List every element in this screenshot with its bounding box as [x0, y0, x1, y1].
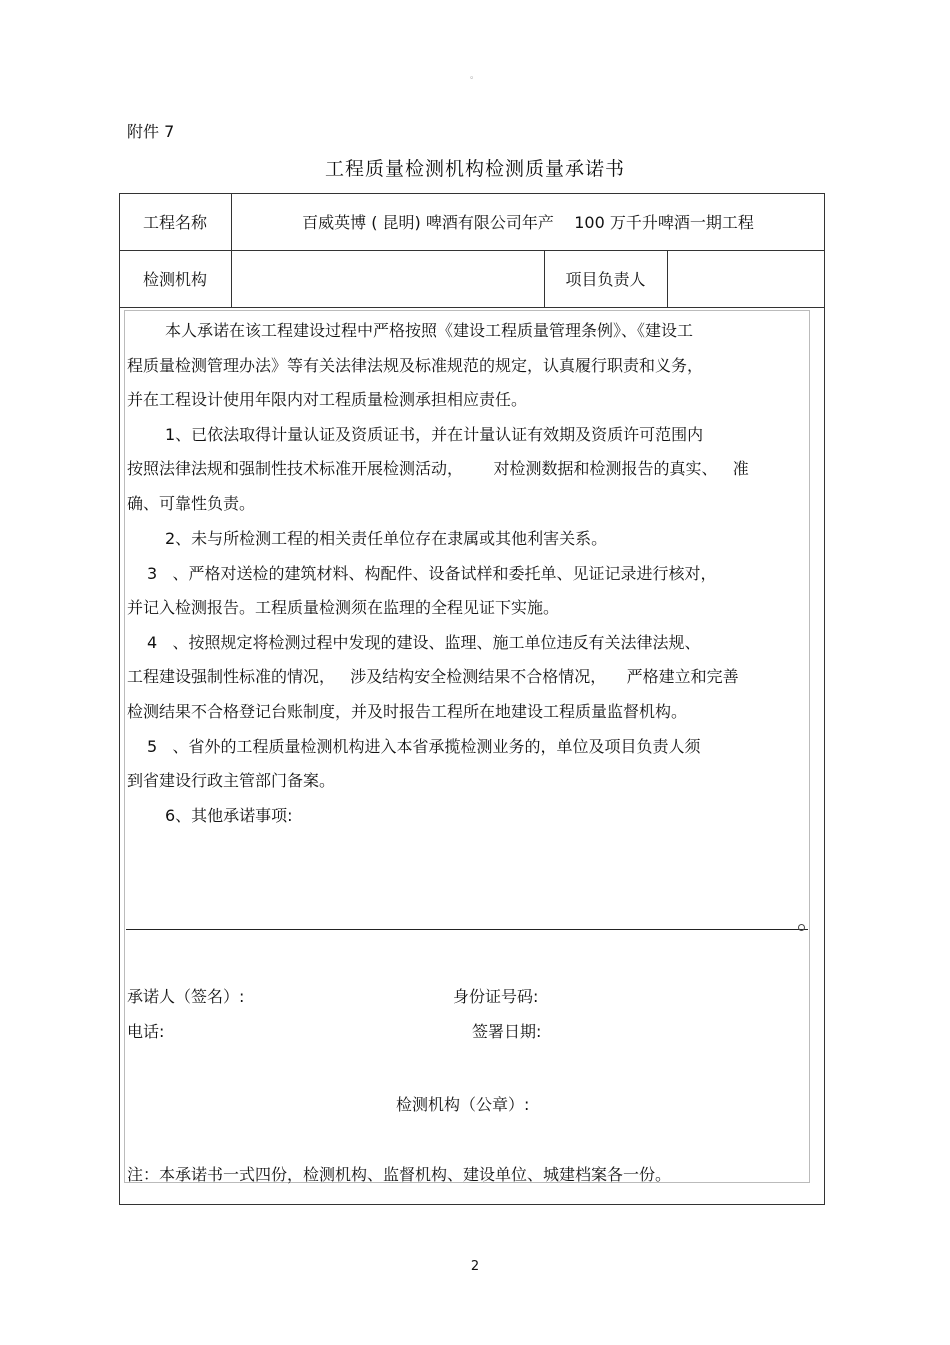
row-divider — [119, 307, 825, 308]
agency-label: 检测机构 — [142, 270, 207, 289]
document-title: 工程质量检测机构检测质量承诺书 — [324, 158, 625, 180]
phone-label: 电话: — [127, 1022, 165, 1041]
project-name-label: 工程名称 — [142, 213, 207, 232]
sign-date-label: 签署日期: — [472, 1022, 542, 1041]
body-line: 并记入检测报告。工程质量检测须在监理的全程见证下实施。 — [127, 598, 560, 617]
header-mark: 。 — [470, 71, 480, 81]
body-line: 1、已依法取得计量认证及资质证书，并在计量认证有效期及资质许可范围内 — [165, 425, 704, 444]
body-line: 到省建设行政主管部门备案。 — [127, 771, 336, 790]
page-number: 2 — [470, 1259, 480, 1274]
footnote: 注：本承诺书一式四份，检测机构、监督机构、建设单位、城建档案各一份。 — [127, 1165, 672, 1184]
body-line: 检测结果不合格登记台账制度，并及时报告工程所在地建设工程质量监督机构。 — [127, 702, 688, 721]
annex-label: 附件 7 — [127, 122, 175, 141]
body-line: 本人承诺在该工程建设过程中严格按照《建设工程质量管理条例》、《建设工 — [165, 321, 694, 340]
body-line: 4 、按照规定将检测过程中发现的建设、监理、施工单位违反有关法律法规、 — [147, 633, 701, 652]
seal-label: 检测机构（公章）: — [396, 1095, 530, 1114]
divider-line — [126, 929, 808, 930]
body-line: 2、未与所检测工程的相关责任单位存在隶属或其他利害关系。 — [165, 529, 608, 548]
body-line: 5 、省外的工程质量检测机构进入本省承揽检测业务的，单位及项目负责人须 — [147, 737, 701, 756]
body-line: 程质量检测管理办法》等有关法律法规及标准规范的规定，认真履行职责和义务， — [127, 356, 704, 375]
body-line: 工程建设强制性标准的情况， 涉及结构安全检测结果不合格情况， 严格建立和完善 — [127, 667, 739, 686]
manager-label: 项目负责人 — [565, 270, 646, 289]
period-mark — [798, 924, 805, 931]
manager-value[interactable] — [667, 250, 825, 307]
body-line: 确、可靠性负责。 — [127, 494, 256, 513]
agency-value[interactable] — [231, 250, 544, 307]
project-name-value: 百威英博 ( 昆明) 啤酒有限公司年产 100 万千升啤酒一期工程 — [302, 213, 754, 232]
body-line: 并在工程设计使用年限内对工程质量检测承担相应责任。 — [127, 390, 528, 409]
id-number-label: 身份证号码: — [453, 987, 539, 1006]
promisor-label: 承诺人（签名）: — [127, 987, 245, 1006]
body-line: 按照法律法规和强制性技术标准开展检测活动， 对检测数据和检测报告的真实、 准 — [127, 459, 749, 478]
body-line: 3 、严格对送检的建筑材料、构配件、设备试样和委托单、见证记录进行核对， — [147, 564, 717, 583]
other-commitments-label: 6、其他承诺事项: — [165, 806, 293, 825]
